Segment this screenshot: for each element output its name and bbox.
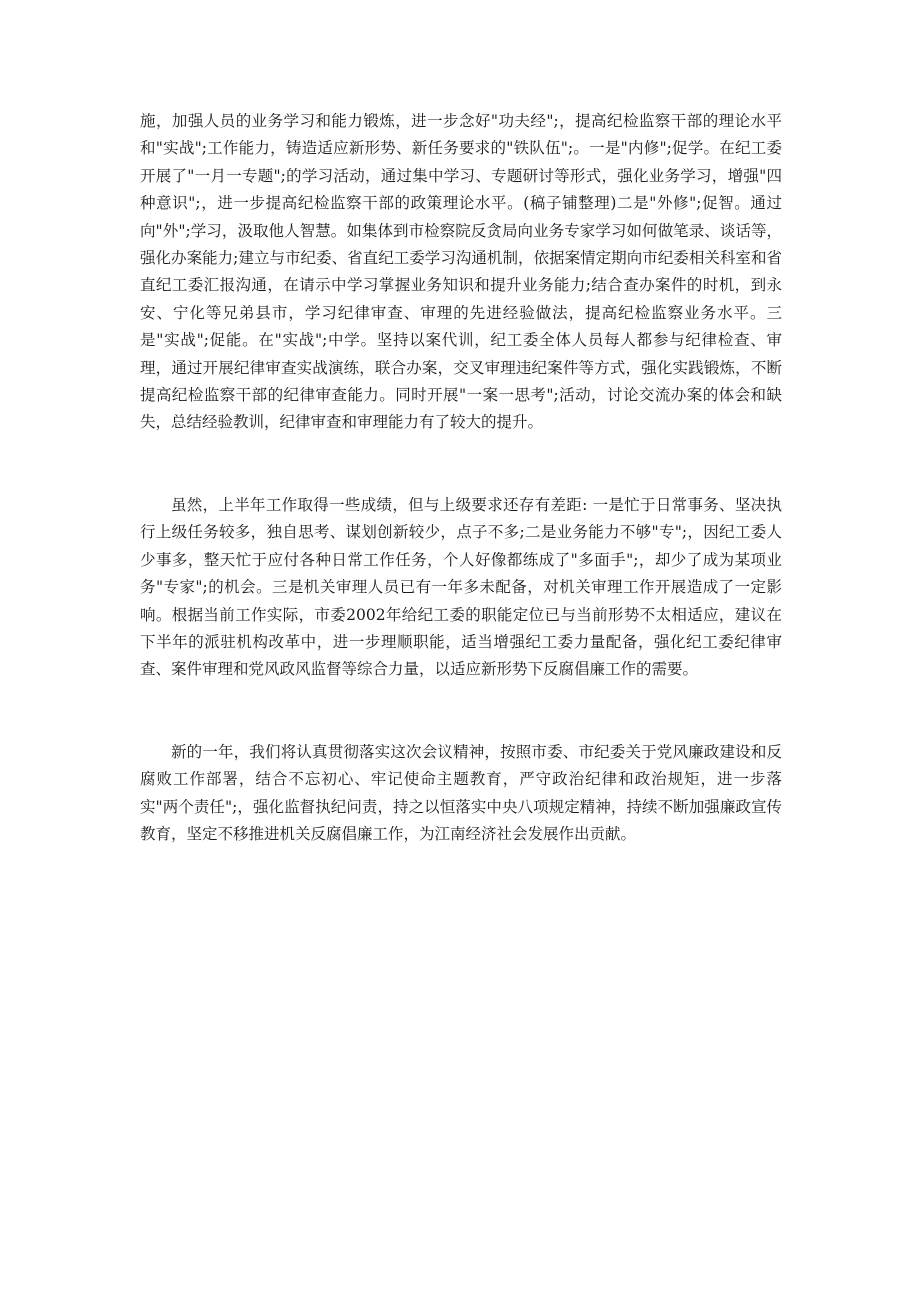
paragraph-continuation: 施，加强人员的业务学习和能力锻炼，进一步念好"功夫经";，提高纪检监察干部的理论水平和"实战";工作能力，铸造适应新形势、新任务要求的"铁队伍";。一是"内修";促学。在纪工委开展了"一月一专题";的学习活动，通过集中学习、专题研讨等形式，强化业务学习，增强"四种意识";，进一步提高纪检监察干部的政策理论水平。(稿子铺整理)二是"外修";促智。通过向"外";学习，汲取他人智慧。如集体到市检察院反贪局向业务专家学习如何做笔录、谈话等，强化办案能力;建立与市纪委、省直纪工委学习沟通机制，依据案情定期向市纪委相关科室和省直纪工委汇报沟通，在请示中学习掌握业务知识和提升业务能力;结合查办案件的时机，到永安、宁化等兄弟县市，学习纪律审查、审理的先进经验做法，提高纪检监察业务水平。三是"实战";促能。在"实战";中学。坚持以案代训，纪工委全体人员每人都参与纪律检查、审理，通过开展纪律审查实战演练，联合办案，交叉审理违纪案件等方式，强化实践锻炼，不断提高纪检监察干部的纪律审查能力。同时开展"一案一思考";活动，讨论交流办案的体会和缺失，总结经验教训，纪律审查和审理能力有了较大的提升。 bbox=[140, 112, 782, 432]
document-body bbox=[140, 108, 782, 848]
paragraph-spacer bbox=[140, 684, 782, 739]
paragraph-spacer bbox=[140, 437, 782, 492]
paragraph-shortcomings: 虽然，上半年工作取得一些成绩，但与上级要求还存有差距: 一是忙于日常事务、坚决执行上级任务较多，独自思考、谋划创新较少，点子不多;二是业务能力不够"专";，因纪工委人少事多，整天忙于应付各种日常工作任务，个人好像都练成了"多面手";，却少了成为某项业务"专家";的机会。三是机关审理人员已有一年多未配备，对机关审理工作开展造成了一定影响。根据当前工作实际，市委2002年给纪工委的职能定位已与当前形势不太相适应，建议在下半年的派驻机构改革中，进一步理顺职能，适当增强纪工委力量配备，强化纪工委纪律审查、案件审理和党风政风监督等综合力量，以适应新形势下反腐倡廉工作的需要。 bbox=[140, 495, 782, 679]
paragraph-outlook: 新的一年，我们将认真贯彻落实这次会议精神，按照市委、市纪委关于党风廉政建设和反腐败工作部署，结合不忘初心、牢记使命主题教育，严守政治纪律和政治规矩，进一步落实"两个责任";，强化监督执纪问责，持之以恒落实中央八项规定精神，持续不断加强廉政宣传教育，坚定不移推进机关反腐倡廉工作，为江南经济社会发展作出贡献。 bbox=[140, 742, 782, 843]
